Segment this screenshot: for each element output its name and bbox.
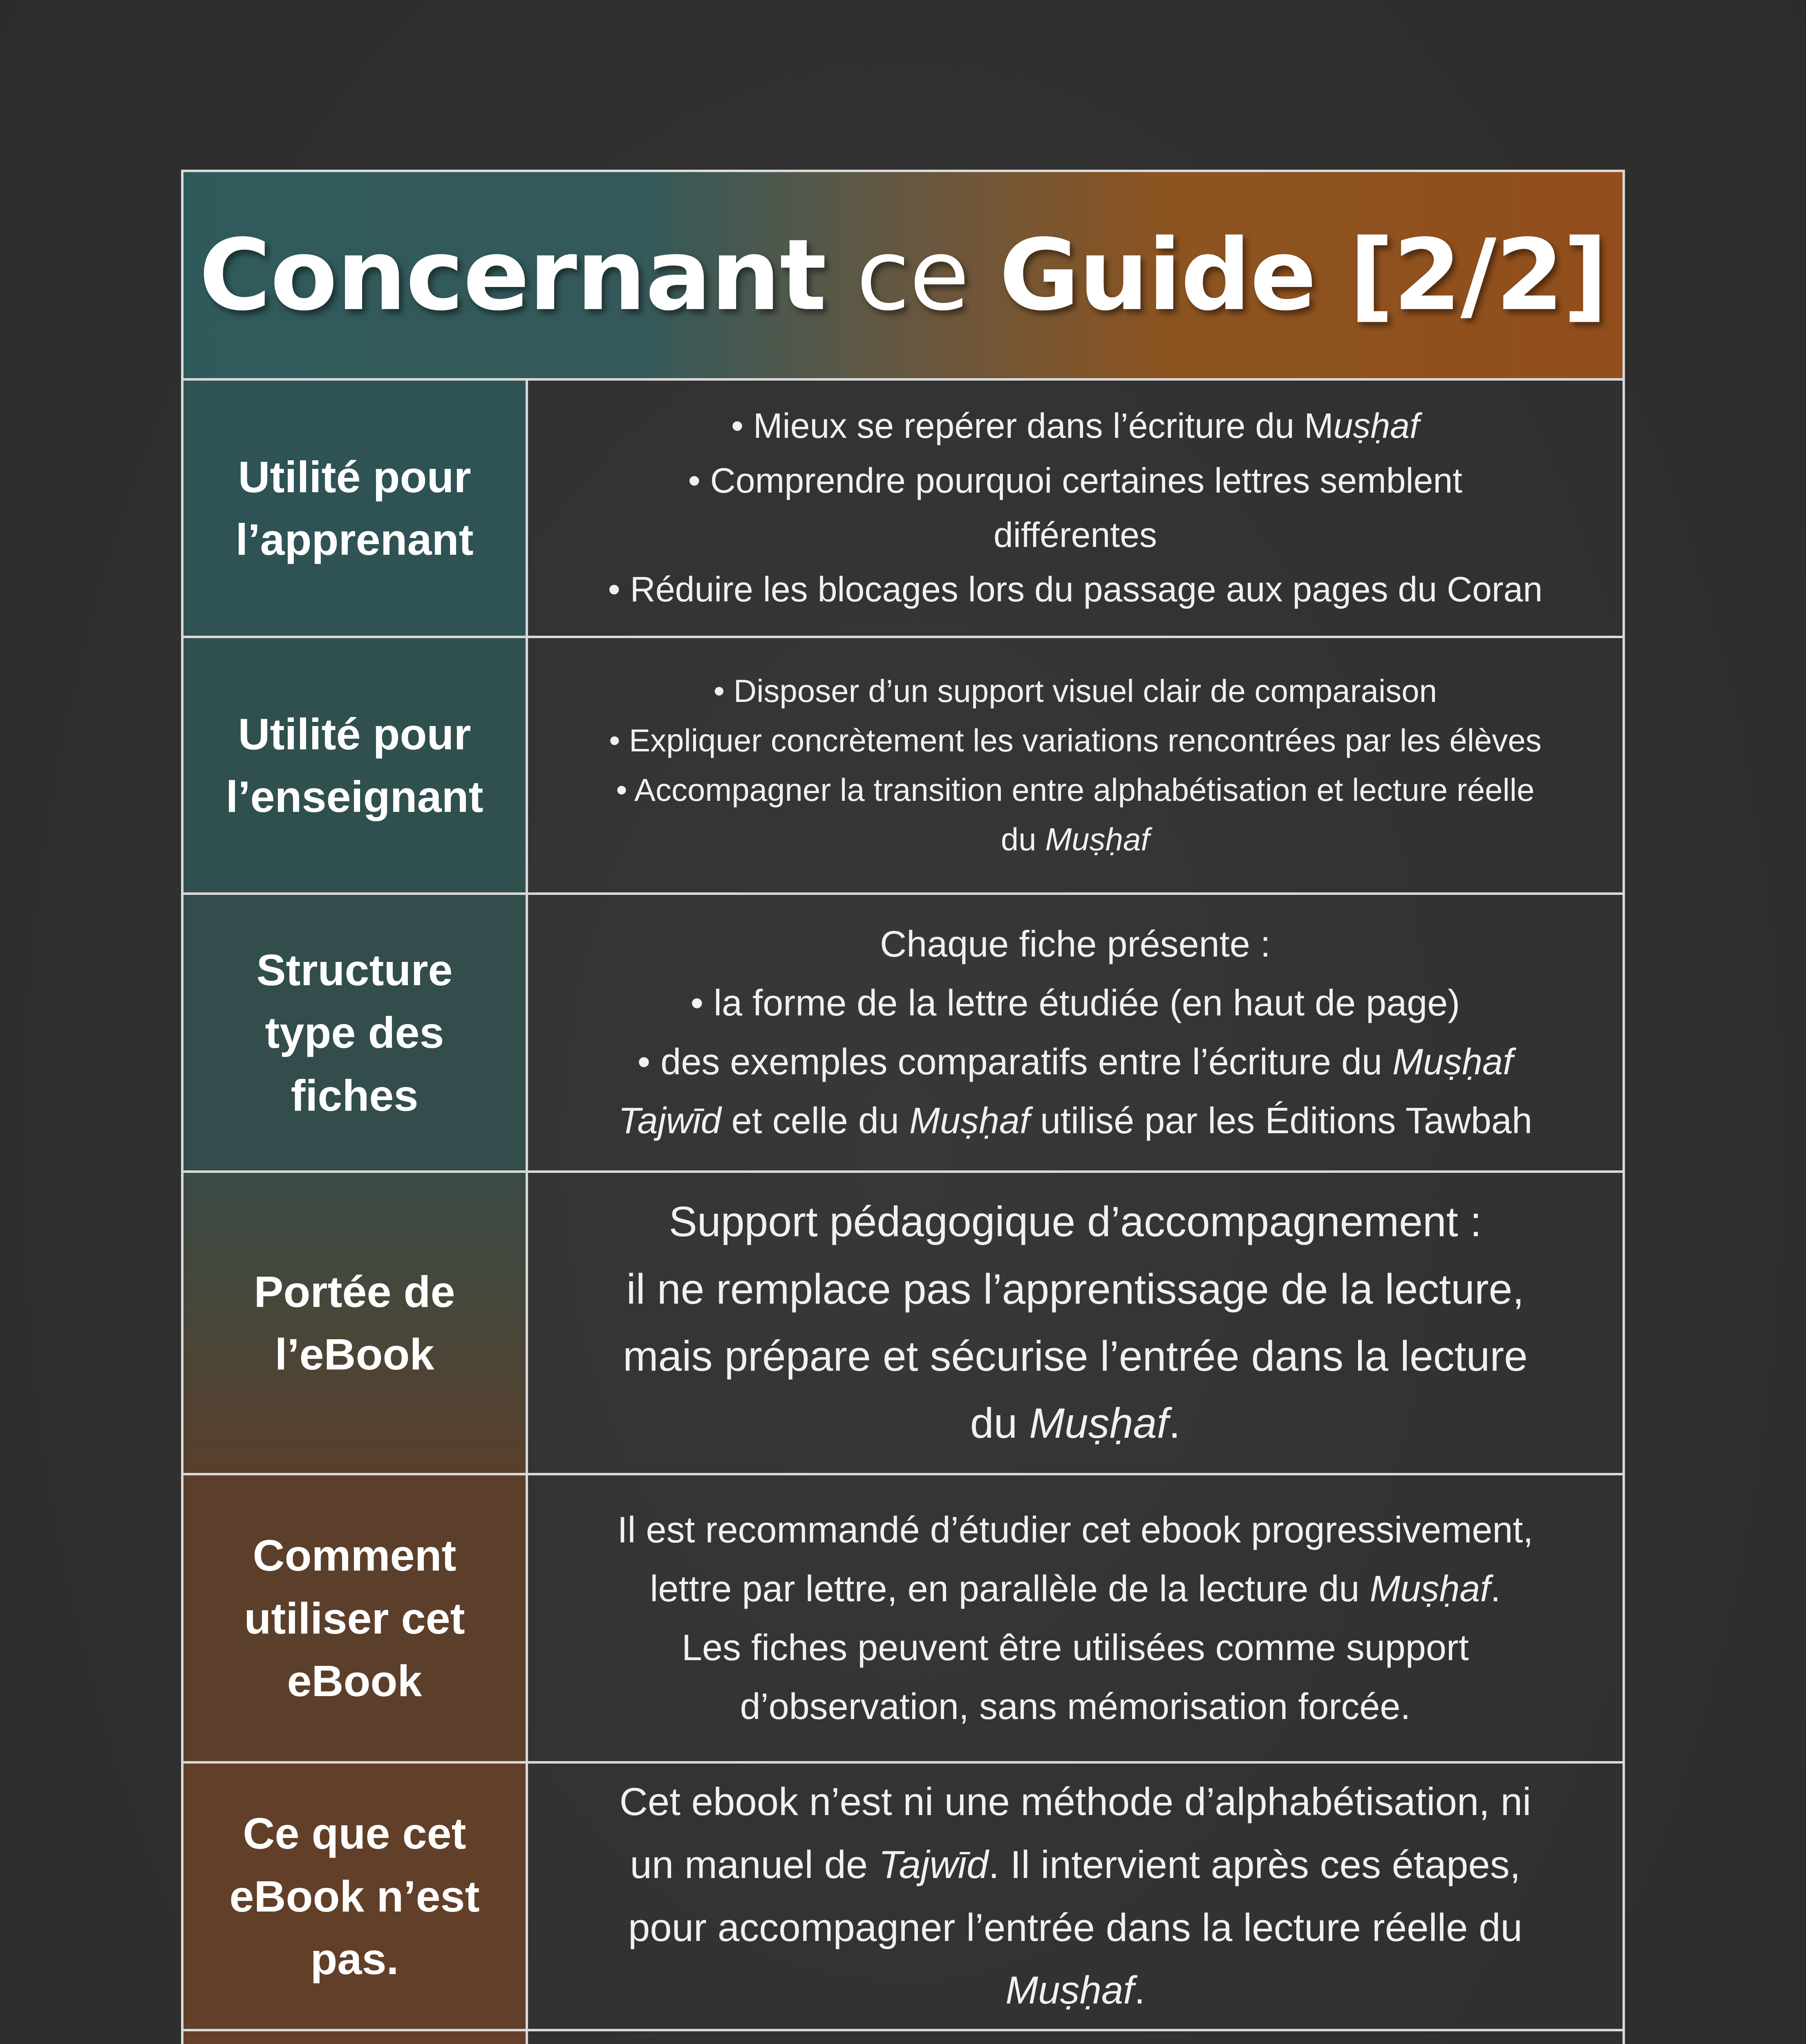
row-label: Ce que cet eBook n’est pas. [229,1809,480,1984]
table-row-comment-utiliser [184,1475,1622,1764]
content-line: Support pédagogique d’accompagnement : [669,1198,1482,1246]
title-part-guide: Guide [2/2] [999,218,1607,332]
title-part-concernant: Concernant [199,218,826,332]
row-label-cell [184,1173,528,1473]
row-content-cell [528,1764,1622,2029]
content-line: différentes [993,515,1157,555]
table-row-utilite-enseignant [184,638,1622,895]
row-label: Portée de l’eBook [254,1266,455,1379]
content-line: il ne remplace pas l’apprentissage de la lecture, [626,1265,1524,1313]
content-line: • Accompagner la transition entre alphabétisation et lecture réelle [616,772,1535,808]
row-label: Utilité pour l’enseignant [226,709,483,821]
row-label-cell [184,895,528,1170]
content-line: • Comprendre pourquoi certaines lettres semblent [688,461,1463,500]
content-line: • Expliquer concrètement les variations rencontrées par les élèves [609,722,1542,759]
content-line: Les fiches peuvent être utilisées comme support [682,1627,1469,1668]
table-row-benefices [184,2031,1622,2044]
row-content-cell [528,1475,1622,1761]
content-line: Il est recommandé d’étudier cet ebook progressivement, [617,1509,1533,1551]
row-label: Structure type des fiches [256,945,453,1120]
row-label-cell [184,2031,528,2044]
row-label: Utilité pour l’apprenant [235,452,474,564]
content-line: • Réduire les blocages lors du passage aux pages du Coran [608,570,1543,610]
content-line: lettre par lettre, en parallèle de la lecture du Muṣḥaf. [650,1568,1501,1609]
content-line: un manuel de Tajwīd. Il intervient après ces étapes, [630,1842,1521,1887]
content-line: • des exemples comparatifs entre l’écriture du Muṣḥaf [637,1042,1513,1083]
table-row-portee [184,1173,1622,1475]
content-line: pour accompagner l’entrée dans la lecture réelle du [628,1905,1522,1950]
page-title [199,218,1607,332]
row-label-cell [184,638,528,892]
content-line: Chaque fiche présente : [880,924,1271,965]
content-line: mais prépare et sécurise l’entrée dans la lecture [622,1333,1528,1380]
content-line: du Muṣḥaf. [970,1400,1181,1448]
content-line: • Mieux se repérer dans l’écriture du Muṣḥaf [731,406,1419,446]
row-content-cell [528,2031,1622,2044]
content-line: Cet ebook n’est ni une méthode d’alphabétisation, ni [619,1780,1531,1824]
content-line: Tajwīd et celle du Muṣḥaf utilisé par les Éditions Tawbah [618,1100,1533,1141]
content-line: Muṣḥaf. [1005,1968,1145,2013]
row-content-cell [528,381,1622,636]
table-row-structure [184,895,1622,1173]
row-content-cell [528,638,1622,892]
row-content-cell [528,1173,1622,1473]
table-row-utilite-apprenant [184,381,1622,638]
guide-table [181,170,1625,2044]
row-label-cell [184,1475,528,1761]
content-line: • Disposer d’un support visuel clair de comparaison [713,673,1437,709]
table-row-ce-que-nest-pas [184,1764,1622,2031]
content-line: • la forme de la lettre étudiée (en haut de page) [690,983,1460,1024]
content-line: d’observation, sans mémorisation forcée. [740,1686,1411,1727]
row-label-cell [184,381,528,636]
row-label-cell [184,1764,528,2029]
row-content-cell [528,895,1622,1170]
title-banner [184,172,1622,381]
content-line: du Muṣḥaf [1000,821,1150,857]
row-label: Comment utiliser cet eBook [244,1531,465,1706]
title-part-ce: ce [826,218,999,332]
